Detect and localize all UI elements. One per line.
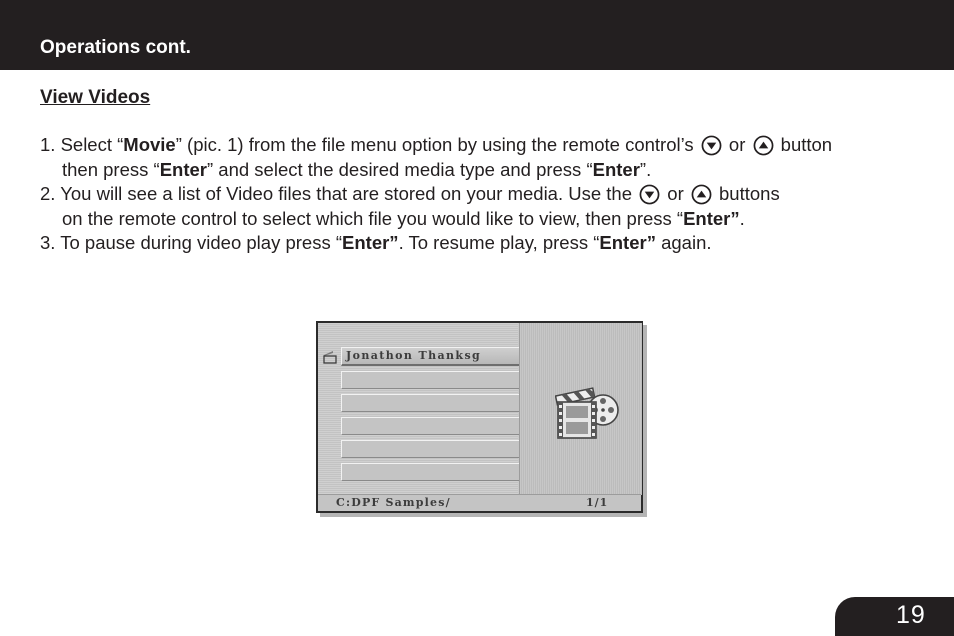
file-list-panel — [318, 323, 518, 495]
text: 2. You will see a list of Video files that are stored on your media. Use the — [40, 183, 638, 204]
device-screen-picture — [316, 321, 643, 513]
text: ” and select the desired media type and press “ — [206, 158, 593, 180]
step-1-line-1 — [40, 133, 832, 158]
section-title: View Videos — [40, 87, 151, 108]
header-bar — [0, 0, 954, 70]
file-name: Jonathon Thanksg — [346, 349, 482, 362]
text: 3. To pause during video play press “ — [40, 232, 343, 253]
text: buttons — [713, 183, 780, 204]
page-number-tab — [835, 597, 954, 636]
text: 1. Select “ — [40, 134, 124, 155]
film-clapper-icon — [555, 380, 621, 448]
keyword-enter: Enter” — [599, 232, 656, 253]
up-arrow-circle-icon — [753, 135, 774, 156]
keyword-enter: Enter — [592, 158, 640, 180]
text: or — [723, 134, 751, 155]
header-title: Operations cont. — [40, 37, 191, 58]
keyword-enter: Enter” — [683, 207, 740, 229]
keyword-movie: Movie — [123, 134, 176, 155]
page-count: 1/1 — [586, 496, 609, 509]
text: on the remote control to select which file you would like to view, then press “ — [62, 207, 684, 229]
text: or — [662, 183, 689, 204]
file-row[interactable] — [341, 440, 520, 458]
file-row[interactable] — [341, 463, 520, 481]
step-1-line-2 — [40, 158, 832, 183]
text: button — [775, 134, 833, 155]
step-2-line-2 — [40, 207, 780, 232]
step-2 — [40, 182, 780, 231]
step-2-line-1 — [40, 182, 780, 207]
text: then press “ — [62, 158, 160, 180]
step-1 — [40, 133, 832, 182]
text: . — [739, 207, 745, 229]
down-arrow-circle-icon — [701, 135, 722, 156]
file-row[interactable] — [341, 394, 520, 412]
text: . To resume play, press “ — [398, 232, 600, 253]
file-row[interactable] — [341, 417, 520, 435]
step-3 — [40, 231, 712, 256]
page-number: 19 — [896, 601, 926, 629]
path-bar — [318, 494, 641, 511]
current-path: C:DPF Samples/ — [336, 496, 451, 509]
keyword-enter: Enter” — [342, 232, 399, 253]
text: ”. — [639, 158, 652, 180]
down-arrow-circle-icon — [639, 184, 660, 205]
up-arrow-circle-icon — [691, 184, 712, 205]
step-3-line-1 — [40, 231, 712, 256]
file-row-selected[interactable] — [341, 347, 520, 366]
text: ” (pic. 1) from the file menu option by using the remote control’s — [175, 134, 699, 155]
file-row[interactable] — [341, 371, 520, 389]
keyword-enter: Enter — [159, 158, 207, 180]
folder-icon — [323, 350, 337, 364]
text: again. — [655, 232, 712, 253]
